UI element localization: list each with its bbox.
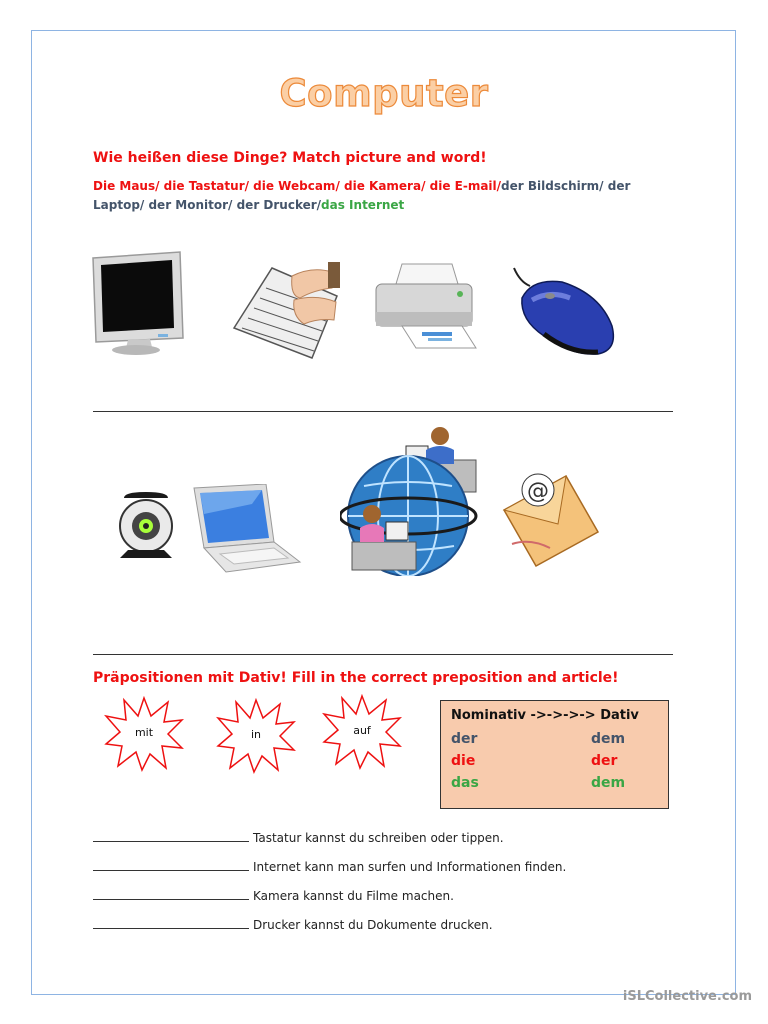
- blank-line[interactable]: [93, 830, 249, 842]
- burst-label: in: [250, 728, 262, 741]
- preposition-burst-auf: [322, 694, 402, 770]
- blank-line[interactable]: [93, 859, 249, 871]
- word-list-neuter: das Internet: [321, 198, 405, 212]
- monitor-icon: [88, 250, 188, 364]
- keyboard-icon: [232, 258, 340, 364]
- laptop-icon: [192, 484, 302, 578]
- blank-line[interactable]: [93, 917, 249, 929]
- email-envelope-icon: [500, 468, 600, 572]
- dat-dem-neuter: dem: [591, 775, 626, 791]
- dat-dem: dem: [591, 731, 626, 747]
- fill-in-sentence-2: Internet kann man surfen und Informationen finden.: [93, 859, 566, 874]
- page-title: Computer: [279, 72, 489, 115]
- nom-die: die: [451, 753, 476, 769]
- fill-in-sentence-4: Drucker kannst du Dokumente drucken.: [93, 917, 493, 932]
- article-table-header: Nominativ ->->->-> Dativ: [451, 708, 639, 723]
- blank-line[interactable]: [93, 888, 249, 900]
- word-list: [93, 177, 673, 215]
- preposition-burst-mit: [104, 696, 184, 772]
- fill-in-sentence-3: Kamera kannst du Filme machen.: [93, 888, 454, 903]
- mouse-icon: [510, 264, 620, 363]
- dative-heading: Präpositionen mit Dativ! Fill in the correct preposition and article!: [93, 670, 619, 686]
- printer-icon: [372, 262, 482, 356]
- internet-globe-icon: [340, 424, 485, 580]
- dat-der: der: [591, 753, 618, 769]
- webcam-icon: [110, 492, 180, 564]
- preposition-burst-in: [216, 698, 296, 774]
- svg-text:@: @: [527, 479, 549, 504]
- burst-label: auf: [353, 724, 371, 737]
- answer-line-row1: [93, 411, 673, 412]
- answer-line-row2: [93, 654, 673, 655]
- nom-der: der: [451, 731, 478, 747]
- match-heading: Wie heißen diese Dinge? Match picture and word!: [93, 150, 487, 166]
- watermark: iSLCollective.com: [622, 989, 752, 1004]
- fill-in-sentence-1: Tastatur kannst du schreiben oder tippen.: [93, 830, 504, 845]
- burst-label: mit: [134, 726, 154, 739]
- word-list-masculine: der Bildschirm/ der Laptop/ der Monitor/ der Drucker/: [93, 179, 631, 212]
- article-table: [440, 700, 669, 809]
- word-list-feminine: Die Maus/ die Tastatur/ die Webcam/ die Kamera/ die E-mail/: [93, 179, 502, 193]
- nom-das: das: [451, 775, 479, 791]
